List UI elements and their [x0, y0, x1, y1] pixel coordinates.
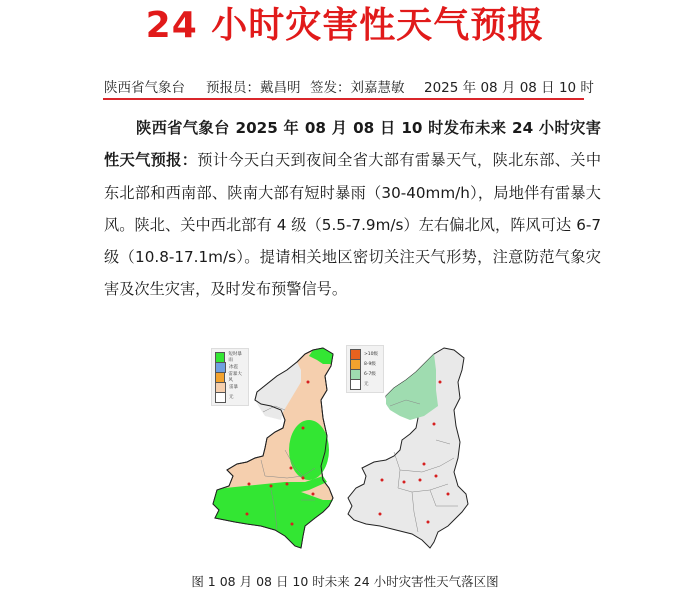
thunderstorm-rainstorm-map: [205, 340, 345, 570]
forecast-body: [104, 112, 601, 306]
legend-item: 无: [350, 379, 380, 389]
issue-time: 2025 年 08 月 08 日 10 时: [424, 80, 594, 96]
legend-item: 无: [215, 392, 245, 402]
figure-caption: 图 1 08 月 08 日 10 时未来 24 小时灾害性天气落区图: [191, 574, 499, 589]
wind-map: [340, 340, 485, 570]
wind-region: [386, 354, 438, 420]
legend-item: 冰雹: [215, 362, 245, 372]
page-title: 24 小时灾害性天气预报: [145, 5, 545, 46]
issuer: 签发：刘嘉慧敏: [310, 80, 405, 96]
organization: 陕西省气象台: [104, 80, 185, 96]
forecast-lead: 陕西省气象台 2025 年 08 月 08 日 10 时发布未来 24 小时灾害性天气预报：: [104, 119, 601, 170]
legend-item: 雷暴: [215, 382, 245, 392]
rainstorm-region-east: [289, 420, 329, 480]
legend-item: 6-7级: [350, 369, 380, 379]
legend-item: 短时暴雨: [215, 352, 245, 362]
legend-item: 8-9级: [350, 359, 380, 369]
legend-item: >10级: [350, 349, 380, 359]
forecast-maps: [205, 340, 485, 570]
legend-right: [346, 345, 384, 393]
meta-line: [104, 76, 598, 96]
legend-item: 雷暴大风: [215, 372, 245, 382]
legend-left: [211, 348, 249, 406]
forecaster: 预报员：戴昌明: [206, 80, 301, 96]
header-divider: [103, 98, 584, 100]
forecast-text: 预计今天白天到夜间全省大部有雷暴天气，陕北东部、关中东北部和西南部、陕南大部有短时暴雨（30-40mm/h），局地伴有雷暴大风。陕北、关中西北部有 4 级（5.5-7.9m/s）左右偏北风，阵风可达 6-7 级（10.8-17.1m/s）。提请相关地区密切关注天气形势，注意防范气象灾害及次生灾害，及时发布预警信号。: [104, 151, 602, 299]
